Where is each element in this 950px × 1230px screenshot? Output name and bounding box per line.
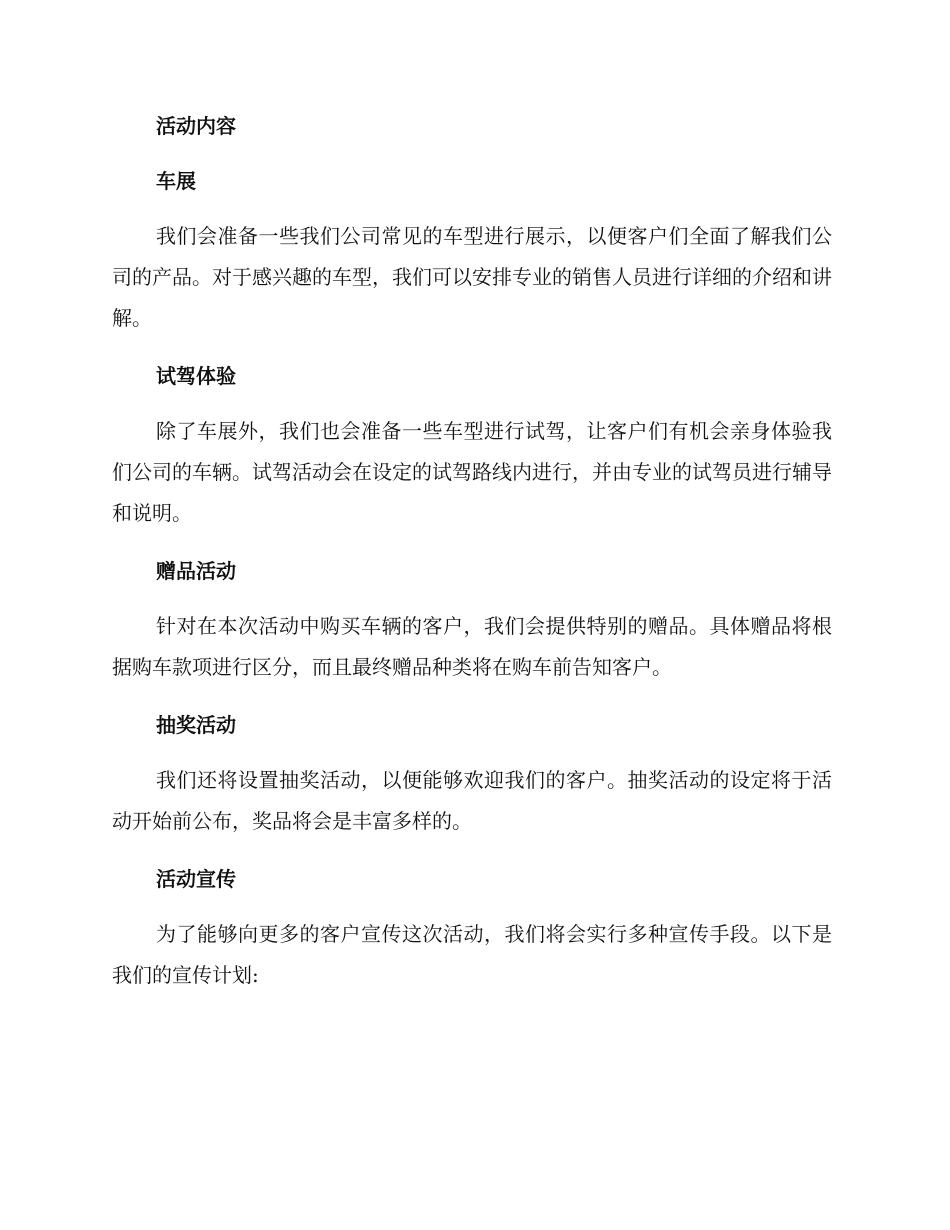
section-heading-car-show: 车展 <box>156 169 196 193</box>
paragraph-lottery: 我们还将设置抽奖活动，以便能够欢迎我们的客户。抽奖活动的设定将于活动开始前公布，奖品将会是丰富多样的。 <box>112 768 832 833</box>
section-heading-test-drive: 试驾体验 <box>156 364 236 388</box>
section-heading-activity-content: 活动内容 <box>156 114 236 138</box>
paragraph-test-drive: 除了车展外，我们也会准备一些车型进行试驾，让客户们有机会亲身体验我们公司的车辆。试驾活动会在设定的试驾路线内进行，并由专业的试驾员进行辅导和说明。 <box>112 419 832 525</box>
paragraph-promotion: 为了能够向更多的客户宣传这次活动，我们将会实行多种宣传手段。以下是我们的宣传计划: <box>112 922 832 987</box>
paragraph-gifts: 针对在本次活动中购买车辆的客户，我们会提供特别的赠品。具体赠品将根据购车款项进行区分，而且最终赠品种类将在购车前告知客户。 <box>112 614 832 679</box>
document-body <box>112 108 832 996</box>
section-heading-gifts: 赠品活动 <box>156 559 236 583</box>
section-heading-promotion: 活动宣传 <box>156 867 236 891</box>
paragraph-car-show: 我们会准备一些我们公司常见的车型进行展示，以便客户们全面了解我们公司的产品。对于感兴趣的车型，我们可以安排专业的销售人员进行详细的介绍和讲解。 <box>112 224 832 330</box>
section-heading-lottery: 抽奖活动 <box>156 713 236 737</box>
